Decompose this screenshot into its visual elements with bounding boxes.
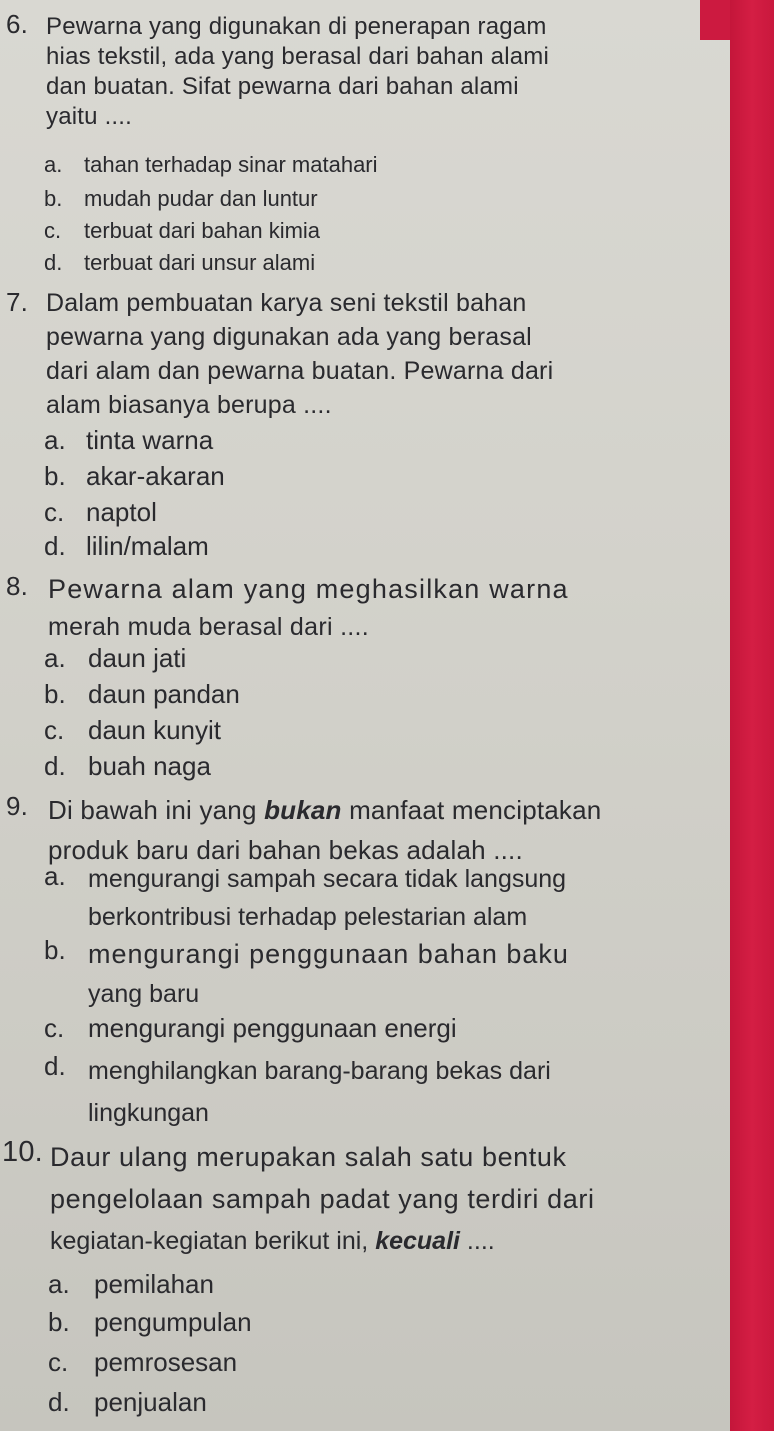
question-stem: Dalam pembuatan karya seni tekstil bahan pewarna yang digunakan ada yang berasal dari alam dan pewarna buatan. Pewarna dari alam biasanya berupa ....: [46, 289, 554, 419]
emphasis-bukan: bukan: [264, 795, 342, 825]
question-number: 9.: [6, 791, 29, 821]
question-stem-last-line: kegiatan-kegiatan berikut ini, kecuali ....: [50, 1227, 495, 1255]
question-stem: Pewarna yang digunakan di penerapan ragam hias tekstil, ada yang berasal dari bahan alami dan buatan. Sifat pewarna dari bahan alami yaitu ....: [46, 13, 550, 130]
question-stem: Di bawah ini yang bukan manfaat menciptakan produk baru dari bahan bekas adalah ....: [48, 790, 601, 870]
red-paper-edge: [730, 0, 774, 1431]
worksheet-page: 6. Pewarna yang digunakan di penerapan ragam hias tekstil, ada yang berasal dari bahan alami dan buatan. Sifat pewarna dari bahan alami yaitu .... a. tahan terhadap sinar matahari b. mudah pudar dan luntur c. terbuat dari bahan kimia d. terbuat dari unsur alami 7. Dalam pembuatan karya seni tekstil bahan pewarna yang digunakan ada yang berasal dari alam dan pewarna buatan. Pewarna dari alam biasanya berupa .... a. tinta warna b. akar-akaran c. naptol d. lilin/malam 8. Pewarna alam yang meghasilkan warna merah muda berasal dari .... a. daun jati b. daun pandan c. daun kunyit d. buah naga 9. Di bawah ini yang bukan manfaat menciptakan produk baru dari bahan bekas adalah .... a. mengurangi sampah secara tidak langsung berkontribusi terhadap pelestarian alam b. mengurangi penggunaan bahan baku yang baru c. mengurangi penggunaan energi d. menghilangkan barang-barang bekas dari lingkungan 10. Daur ulang merupakan salah satu bentuk pengelolaan sampah padat yang terdiri dari kegiatan-kegiatan berikut ini, kecuali .... a. pemilahan b. pengumpulan c. pemrosesan d. penjualan: [2, 9, 602, 1417]
question-stem: Daur ulang merupakan salah satu bentuk pengelolaan sampah padat yang terdiri dari kegiatan-kegiatan berikut ini, kecuali ....: [50, 1136, 595, 1262]
question-stem-line-1: Di bawah ini yang bukan manfaat menciptakan: [48, 795, 602, 825]
question-number: 8.: [6, 571, 29, 601]
question-number: 7.: [6, 287, 29, 317]
emphasis-kecuali: kecuali: [375, 1227, 460, 1255]
question-number: 6.: [6, 9, 29, 39]
question-stem: Pewarna alam yang meghasilkan warna merah muda berasal dari ....: [48, 574, 569, 641]
question-number: 10.: [2, 1136, 43, 1168]
